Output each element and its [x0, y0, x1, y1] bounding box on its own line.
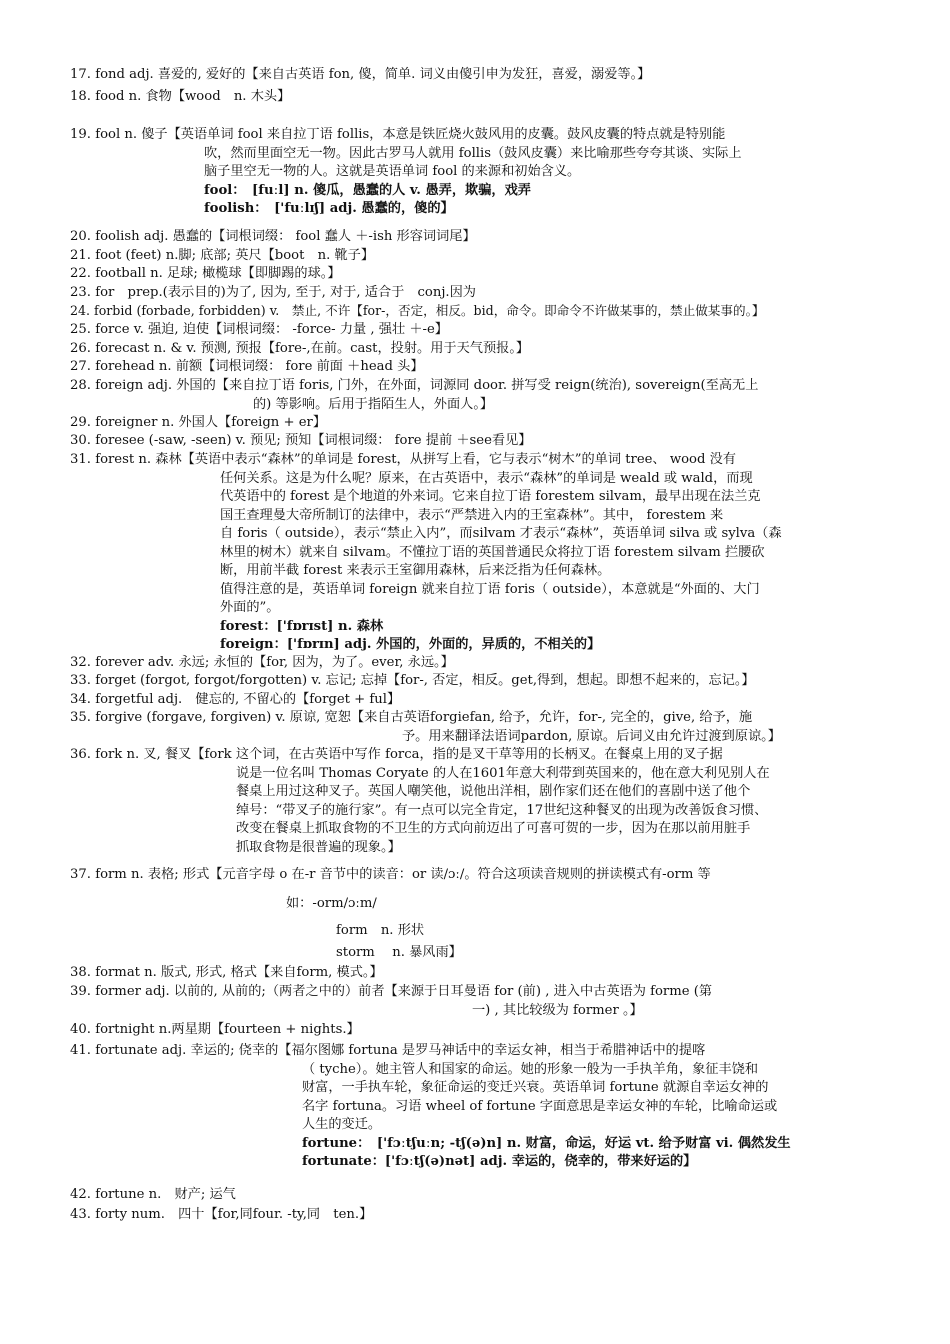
entry-text: foresee (-saw, -seen) v. 预见; 预知【词根词缀： fore 提前 ＋see看见】	[95, 433, 532, 448]
entry-29	[70, 414, 890, 433]
entry-text-line: 餐桌上用过这种叉子。英国人嘲笑他，说他出洋相，剧作家们还在他们的喜剧中送了他个	[236, 784, 751, 799]
entry-number: 29.	[70, 415, 91, 430]
entry-text-line: 绰号：“带叉子的施行家”。有一点可以完全肯定，17世纪这种餐叉的出现为改善饭食习惯、	[236, 802, 768, 818]
entry-21	[70, 247, 890, 266]
entry-number: 26.	[70, 341, 91, 356]
entry-text: forever adv. 永远; 永恒的【for, 因为，为了。ever, 永远。】	[95, 655, 454, 670]
entry-text-line: 国王查理曼大帝所制订的法律中，表示“严禁进入内的王室森林”。其中， forestem 来	[220, 507, 724, 523]
entry-38	[70, 964, 890, 983]
entry-text-line: 改变在餐桌上抓取食物的不卫生的方式向前迈出了可喜可贺的一步，因为在那以前用脏手	[236, 821, 751, 836]
entry-text-line: 财富，一手执车轮，象征命运的变迁兴衰。英语单词 fortune 就源自幸运女神的	[302, 1080, 769, 1095]
entry-text: fortunate adj. 幸运的; 侥幸的【福尔图娜 fortuna 是罗马神话中的幸运女神，相当于希腊神话中的提喀	[95, 1043, 706, 1058]
entry-text: food n. 食物【wood n. 木头】	[95, 89, 291, 104]
entry-text-line: 予。用来翻译法语词pardon, 原谅。后词义由允许过渡到原谅。】	[402, 728, 781, 744]
entry-number: 35.	[70, 710, 91, 725]
entry-text: fond adj. 喜爱的, 爱好的【来自古英语 fon, 傻，简单. 词义由傻引申为发狂，喜爱，溺爱等。】	[95, 67, 651, 82]
entry-text: forehead n. 前额【词根词缀： fore 前面 ＋head 头】	[95, 359, 424, 374]
entry-text: foreign adj. 外国的【来自拉丁语 foris, 门外，在外面，词源同 door. 拼写受 reign(统治), sovereign(至高无上	[95, 378, 759, 393]
entry-18	[70, 88, 890, 107]
entry-number: 33.	[70, 673, 91, 688]
entry-text-line: foolish： ['fuːlɪʃ] adj. 愚蠢的，傻的】	[204, 201, 454, 216]
entry-number: 21.	[70, 248, 91, 263]
entry-text-line: fortunate：['fɔːtʃ(ə)nət] adj. 幸运的，侥幸的，带来好运的】	[302, 1154, 697, 1169]
entry-text: former adj. 以前的, 从前的;（两者之中的）前者【来源于日耳曼语 for (前) , 进入中古英语为 forme (第	[95, 984, 713, 999]
entry-37	[70, 866, 890, 885]
entry-text-line: 人生的变迁。	[302, 1117, 382, 1132]
entry-text-line: （ tyche）。她主管人和国家的命运。她的形象一般为一手执羊角，象征丰饶和	[302, 1061, 759, 1077]
entry-number: 34.	[70, 692, 91, 707]
entry-number: 38.	[70, 965, 91, 980]
entry-text: fortune n. 财产; 运气	[95, 1187, 236, 1202]
entry-text-line: 外面的”。	[220, 600, 280, 615]
entry-number: 25.	[70, 322, 91, 337]
entry-text: forgive (forgave, forgiven) v. 原谅, 宽恕【来自古英语forgiefan, 给予，允许，for-, 完全的，give, 给予，施	[95, 710, 753, 725]
entry-36	[70, 746, 890, 857]
entry-text: fool n. 傻子【英语单词 fool 来自拉丁语 follis，本意是铁匠烧火鼓风用的皮囊。鼓风皮囊的特点就是特别能	[95, 127, 726, 142]
entry-text-line: 如：-orm/ɔːm/	[286, 896, 377, 911]
entry-42	[70, 1186, 890, 1205]
entry-28	[70, 377, 890, 414]
entry-22	[70, 265, 890, 284]
entry-number: 30.	[70, 433, 91, 448]
entry-41	[70, 1042, 890, 1172]
entry-33	[70, 672, 890, 691]
entry-text: force v. 强迫, 迫使【词根词缀： -force- 力量 , 强壮 ＋-e】	[95, 322, 448, 337]
entry-text-line: 代英语中的 forest 是个地道的外来词。它来自拉丁语 forestem silvam，最早出现在法兰克	[220, 489, 761, 504]
entry-text-line: form n. 形状	[336, 923, 425, 938]
entry-25	[70, 321, 890, 340]
entry-text-line: 说是一位名叫 Thomas Coryate 的人在1601年意大利带到英国来的，他在意大利见别人在	[236, 765, 770, 781]
entry-27	[70, 358, 890, 377]
entry-number: 22.	[70, 266, 91, 281]
entry-40	[70, 1021, 890, 1040]
entry-number: 43.	[70, 1207, 91, 1222]
entry-23	[70, 284, 890, 303]
entry-text-line: 林里的树木）就来自 silvam。不懂拉丁语的英国普通民众将拉丁语 forestem silvam 拦腰砍	[220, 544, 765, 560]
entry-43	[70, 1206, 890, 1225]
entry-37-example-form	[70, 922, 890, 941]
entry-34	[70, 691, 890, 710]
entry-17	[70, 66, 890, 85]
entry-text: foot (feet) n.脚; 底部; 英尺【boot n. 靴子】	[95, 248, 375, 263]
entry-number: 24.	[70, 303, 91, 318]
entry-text: forget (forgot, forgot/forgotten) v. 忘记; 忘掉【for-, 否定，相反。get,得到，想起。即想不起来的，忘记。】	[95, 673, 755, 688]
entry-text: forty num. 四十【for,同four. -ty,同 ten.】	[95, 1207, 373, 1222]
entry-text: football n. 足球; 橄榄球【即脚踢的球。】	[95, 266, 341, 281]
entry-35	[70, 709, 890, 746]
entry-text-line: 任何关系。这是为什么呢？原来，在古英语中，表示“森林”的单词是 weald 或 wald，而现	[220, 470, 753, 486]
entry-text-line: storm n. 暴风雨】	[336, 945, 462, 960]
entry-text-line: 抓取食物是很普遍的现象。】	[236, 839, 401, 855]
entry-text: fortnight n.两星期【fourteen + nights.】	[95, 1022, 360, 1037]
entry-number: 19.	[70, 127, 91, 142]
entry-32	[70, 654, 890, 673]
entry-text-line: 断，用前半截 forest 来表示王室御用森林，后来泛指为任何森林。	[220, 563, 611, 578]
entry-text: foolish adj. 愚蠢的【词根词缀： fool 蠢人 ＋-ish 形容词词尾】	[95, 229, 476, 244]
entry-number: 27.	[70, 359, 91, 374]
entry-text-line: 值得注意的是，英语单词 foreign 就来自拉丁语 foris（ outside），本意就是“外面的、大门	[220, 581, 760, 597]
entry-text-line: 自 foris（ outside），表示“禁止入内”，而silvam 才表示“森林”，英语单词 silva 或 sylva（森	[220, 526, 782, 541]
entry-text: forgetful adj. 健忘的, 不留心的【forget + ful】	[95, 692, 401, 707]
entry-number: 23.	[70, 285, 91, 300]
entry-text: forbid (forbade, forbidden) v. 禁止, 不许【for-，否定，相反。bid，命令。即命令不许做某事的，禁止做某事的。】	[94, 303, 765, 318]
entry-text-line: 脑子里空无一物的人。这就是英语单词 fool 的来源和初始含义。	[204, 164, 581, 179]
entry-text: format n. 版式, 形式, 格式【来自form, 模式。】	[95, 965, 383, 980]
entry-text: forecast n. & v. 预测, 预报【fore-,在前。cast，投射。用于天气预报。】	[95, 341, 530, 356]
entry-39	[70, 983, 890, 1020]
entry-24	[70, 302, 890, 321]
entry-37-example-storm	[70, 944, 890, 963]
entry-number: 31.	[70, 452, 91, 467]
entry-number: 32.	[70, 655, 91, 670]
entry-text-line: forest：['fɒrɪst] n. 森林	[220, 618, 384, 634]
entry-20	[70, 228, 890, 247]
entry-number: 18.	[70, 89, 91, 104]
entry-text: foreigner n. 外国人【foreign + er】	[95, 415, 327, 430]
entry-text: form n. 表格; 形式【元音字母 o 在-r 音节中的读音：or 读/ɔː/。符合这项读音规则的拼读模式有-orm 等	[95, 867, 711, 882]
entry-number: 41.	[70, 1043, 91, 1058]
entry-text-line: fool： [fuːl] n. 傻瓜，愚蠢的人 v. 愚弄，欺骗，戏弄	[204, 182, 531, 198]
entry-26	[70, 340, 890, 359]
entry-31	[70, 451, 890, 655]
entry-number: 40.	[70, 1022, 91, 1037]
entry-text-line: fortune： ['fɔːtʃuːn; -tʃ(ə)n] n. 财富，命运，好运 vt. 给予财富 vi. 偶然发生	[302, 1135, 791, 1151]
entry-number: 39.	[70, 984, 91, 999]
entry-text-line: 名字 fortuna。习语 wheel of fortune 字面意思是幸运女神的车轮，比喻命运或	[302, 1098, 778, 1114]
entry-text: for prep.(表示目的)为了, 因为, 至于, 对于, 适合于 conj.因为	[95, 285, 476, 300]
entry-text-line: 吹，然而里面空无一物。因此古罗马人就用 follis（鼓风皮囊）来比喻那些夸夸其谈、实际上	[204, 145, 742, 161]
entry-number: 42.	[70, 1187, 91, 1202]
entry-text: forest n. 森林【英语中表示“森林”的单词是 forest，从拼写上看，它与表示“树木”的单词 tree、 wood 没有	[95, 452, 736, 467]
entry-number: 17.	[70, 67, 91, 82]
entry-number: 36.	[70, 747, 91, 762]
entry-number: 37.	[70, 867, 91, 882]
entry-number: 20.	[70, 229, 91, 244]
entry-37-example-label	[70, 895, 890, 914]
entry-text-line: foreign：['fɒrɪn] adj. 外国的，外面的，异质的，不相关的】	[220, 637, 601, 652]
entry-number: 28.	[70, 378, 91, 393]
entry-text: fork n. 叉, 餐叉【fork 这个词，在古英语中写作 forca，指的是叉干草等用的长柄叉。在餐桌上用的叉子据	[95, 747, 723, 762]
entry-text-line: 的) 等影响。后用于指陌生人，外面人。】	[253, 396, 494, 412]
entry-30	[70, 432, 890, 451]
entry-text-line: 一) , 其比较级为 former 。】	[472, 1002, 643, 1018]
entry-19	[70, 126, 890, 219]
